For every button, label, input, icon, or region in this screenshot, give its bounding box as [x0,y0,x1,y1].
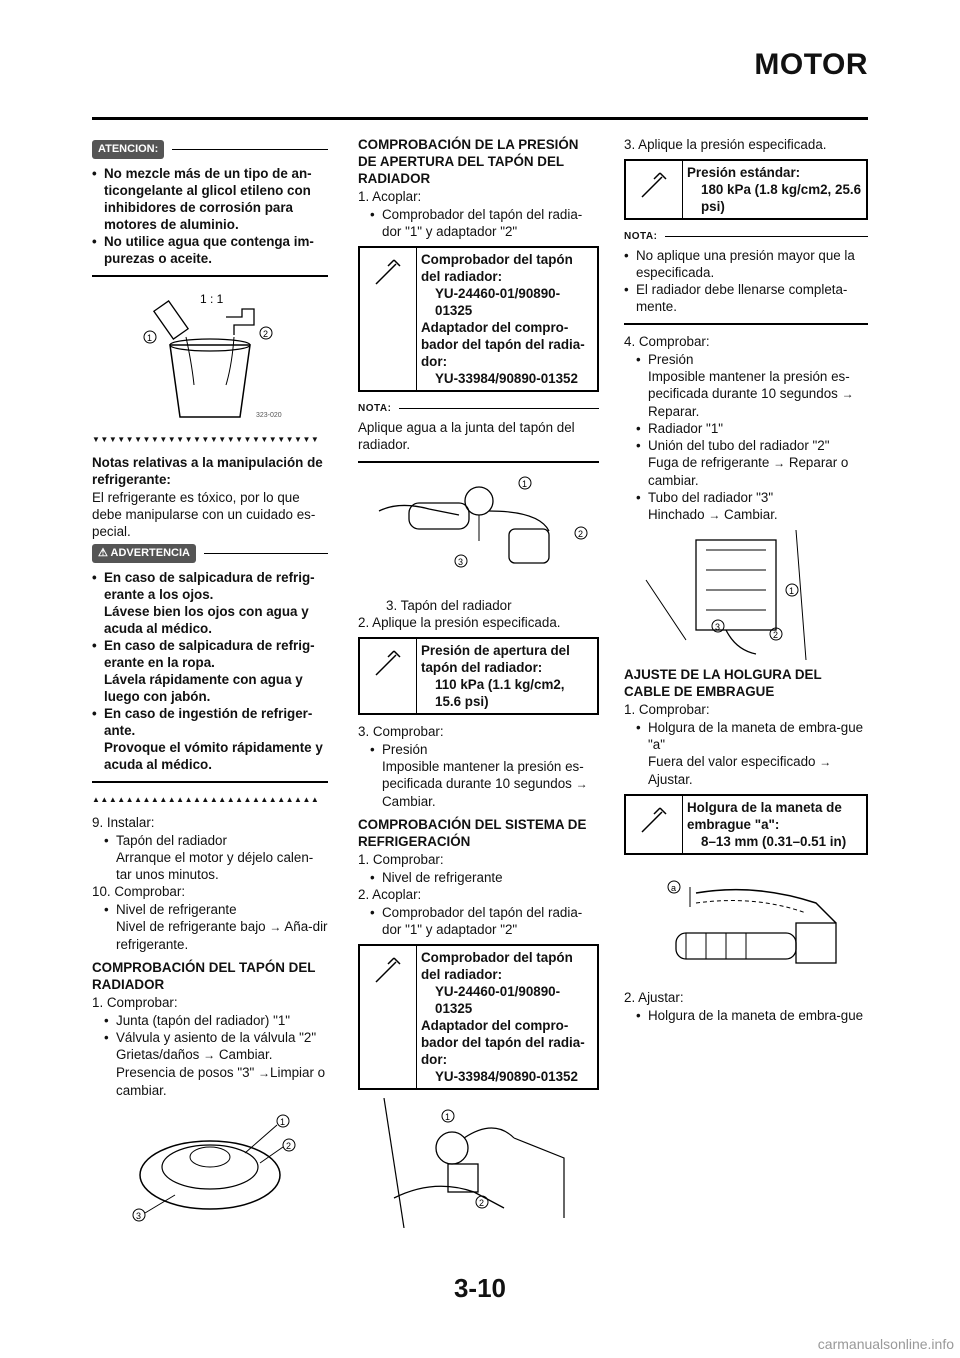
step-item: • Nivel de refrigerante [358,869,599,886]
step-item: • Comprobador del tapón del radia-dor "1" y adaptador "2" [358,206,599,240]
spec-value: YU-33984/90890-01352 [435,371,578,386]
section-heading: COMPROBACIÓN DEL TAPÓN DEL RADIADOR [92,960,316,992]
spec-box [624,794,868,855]
step-item: • Tubo del radiador "3" [624,489,868,506]
nota-item: • El radiador debe llenarse completa-mente. [624,281,868,315]
step-detail: Fuera del valor especificado → Ajustar. [648,754,832,787]
step-item: • Holgura de la maneta de embra-gue "a" [624,719,868,753]
svg-text:2: 2 [773,630,779,640]
triangle-divider-bottom: ▲▲▲▲▲▲▲▲▲▲▲▲▲▲▲▲▲▲▲▲▲▲▲▲▲▲▲ [92,795,320,804]
svg-text:2: 2 [478,1198,484,1208]
section-heading: AJUSTE DE LA HOLGURA DEL CABLE DE EMBRAGUE [624,667,822,699]
ratio-label: 1 : 1 [200,292,224,306]
column-3 [624,136,868,1024]
step-4: 4. Comprobar: [624,334,710,349]
column-2 [358,136,599,1234]
svg-text:1: 1 [789,586,795,596]
spec-box [358,637,599,715]
spec-label: Presión estándar: [687,165,801,180]
step-item: • Radiador "1" [624,420,868,437]
step-detail: Presencia de posos "3" →Limpiar o cambiar. [116,1065,326,1098]
arrow-icon: → [841,387,854,401]
figure-code: 323-020 [256,412,282,419]
arrow-icon: → [258,1066,271,1080]
caution-tag: ATENCION: [92,140,164,159]
svg-text:2: 2 [263,329,269,339]
wrench-icon [372,647,404,679]
header-rule [92,117,868,120]
radiator-cap-figure [115,1105,305,1225]
svg-text:1: 1 [444,1112,450,1122]
svg-text:3: 3 [715,622,721,632]
step-detail: Fuga de refrigerante → Reparar o cambiar. [648,455,849,488]
spec-value: YU-24460-01/90890-01325 [435,984,561,1016]
step-1: 1. Comprobar: [624,702,710,717]
step-9: 9. Instalar: [92,815,155,830]
step-detail: Arranque el motor y déjelo calen-tar unos minutos. [116,850,314,882]
page-title: MOTOR [754,48,868,81]
step-2: 2. Aplique la presión especificada. [358,615,561,630]
spec-label: Adaptador del compro-bador del tapón del radia-dor: [421,1018,585,1067]
warning-action: Lávese bien los ojos con agua y acuda al médico. [104,604,309,636]
step-item: • Válvula y asiento de la válvula "2" [92,1029,328,1046]
step-detail: Imposible mantener la presión es-pecificada durante 10 segundos → Reparar. [648,369,854,419]
svg-text:2: 2 [577,529,583,539]
warning-triangle-icon: ⚠ [98,547,108,559]
svg-text:a: a [671,883,677,893]
note-text: El refrigerante es tóxico, por lo que debe manipularse con un cuidado es-pecial. [92,490,316,539]
spec-box [624,159,868,220]
spec-label: Comprobador del tapón del radiador: [421,252,573,284]
step-2: 2. Acoplar: [358,887,422,902]
note-heading: Notas relativas a la manipulación de refrigerante: [92,455,323,487]
step-item: • Presión [624,351,868,368]
arrow-icon: → [269,920,282,934]
step-10: 10. Comprobar: [92,884,186,899]
spec-label: Presión de apertura del tapón del radiador: [421,643,570,675]
warning-header [92,544,328,563]
step-3: 3. Comprobar: [358,724,444,739]
nota-label: NOTA: [358,403,392,414]
step-1: 1. Comprobar: [358,852,444,867]
spec-label: Holgura de la maneta de embrague "a": [687,800,842,832]
spec-value: YU-24460-01/90890-01325 [435,286,561,318]
column-1 [92,136,328,1231]
warning-item: • En caso de salpicadura de refrig-erante en la ropa. [92,637,328,671]
svg-text:1: 1 [280,1117,286,1127]
caution-item: • No mezcle más de un tipo de an-ticongelante al glicol etileno con inhibidores de corrosión para motores de aluminio. [92,165,328,233]
spec-value: 110 kPa (1.1 kg/cm2, 15.6 psi) [435,677,565,709]
spec-label: Comprobador del tapón del radiador: [421,950,573,982]
arrow-icon: → [819,755,832,769]
step-item: • Comprobador del tapón del radia-dor "1" y adaptador "2" [358,904,599,938]
arrow-icon: → [203,1048,216,1062]
caution-item: • No utilice agua que contenga im-purezas o aceite. [92,233,328,267]
spec-box [358,246,599,392]
svg-text:1: 1 [147,333,153,343]
step-detail: Nivel de refrigerante bajo → Aña-dir refrigerante. [116,919,328,952]
wrench-icon [372,954,404,986]
step-item: • Presión [358,741,599,758]
warning-action: Lávela rápidamente con agua y luego con jabón. [104,672,303,704]
coolant-mixing-figure [130,285,290,425]
warning-item: • En caso de ingestión de refriger-ante. [92,705,328,739]
step-detail: Grietas/daños → Cambiar. [116,1047,273,1062]
nota-text: Aplique agua a la junta del tapón del radiador. [358,420,575,452]
arrow-icon: → [575,777,588,791]
step-1: 1. Acoplar: [358,189,422,204]
arrow-icon: → [708,508,721,522]
warning-action: Provoque el vómito rápidamente y acuda al médico. [104,740,323,772]
spec-value: 180 kPa (1.8 kg/cm2, 25.6 psi) [701,182,862,214]
step-item: • Unión del tubo del radiador "2" [624,437,868,454]
step-item: • Nivel de refrigerante [92,901,328,918]
step-item: • Junta (tapón del radiador) "1" [92,1012,328,1029]
warning-item: • En caso de salpicadura de refrig-erante a los ojos. [92,569,328,603]
wrench-icon [372,256,404,288]
step-detail: Hinchado → Cambiar. [648,507,778,522]
figure-caption: 3. Tapón del radiador [386,598,512,613]
clutch-lever-figure [636,863,856,983]
wrench-icon [638,169,670,201]
step-detail: Imposible mantener la presión es-pecificada durante 10 segundos → Cambiar. [382,759,588,809]
triangle-divider-top: ▼▼▼▼▼▼▼▼▼▼▼▼▼▼▼▼▼▼▼▼▼▼▼▼▼▼▼ [92,435,320,444]
spec-box [358,944,599,1090]
svg-text:1: 1 [521,479,527,489]
wrench-icon [638,804,670,836]
page-number: 3-10 [453,1273,507,1303]
nota-header [624,228,868,245]
nota-header [358,400,599,417]
radiator-figure [636,530,856,660]
section-heading: COMPROBACIÓN DE LA PRESIÓN DE APERTURA DEL TAPÓN DEL RADIADOR [358,137,579,186]
nota-label: NOTA: [624,231,658,242]
section-heading: COMPROBACIÓN DEL SISTEMA DE REFRIGERACIÓN [358,817,587,849]
nota-item: • No aplique una presión mayor que la especificada. [624,247,868,281]
svg-text:2: 2 [286,1141,292,1151]
svg-text:3: 3 [457,557,463,567]
step-item: • Tapón del radiador [92,832,328,849]
caution-header [92,140,328,159]
svg-text:3: 3 [136,1211,142,1221]
arrow-icon: → [773,456,786,470]
step-3: 3. Aplique la presión especificada. [624,137,827,152]
watermark: carmanualsonline.info [817,1336,954,1352]
warning-tag: ⚠ ADVERTENCIA [92,544,196,563]
spec-label: Adaptador del compro-bador del tapón del radia-dor: [421,320,585,369]
cooling-system-test-figure [364,1098,594,1228]
spec-value: 8–13 mm (0.31–0.51 in) [701,834,847,849]
step-2: 2. Ajustar: [624,990,684,1005]
step-1: 1. Comprobar: [92,995,178,1010]
cap-tester-figure [369,471,589,591]
spec-value: YU-33984/90890-01352 [435,1069,578,1084]
step-item: • Holgura de la maneta de embra-gue [624,1007,868,1024]
